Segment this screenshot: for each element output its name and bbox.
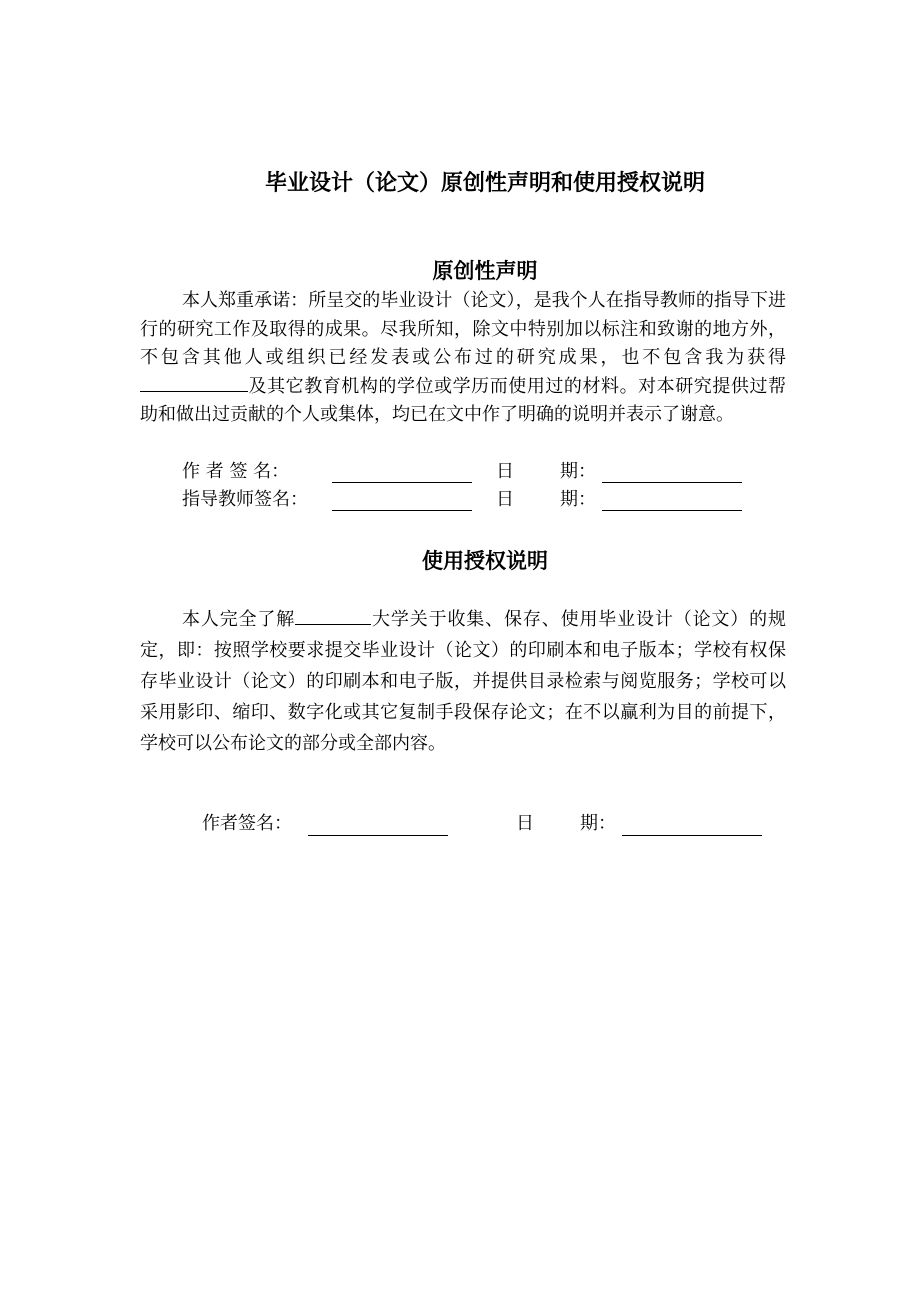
page-title: 毕业设计（论文）原创性声明和使用授权说明 [264, 171, 705, 196]
author-date-label-period: 期： [560, 461, 596, 482]
originality-text-part1: 本人郑重承诺：所呈交的毕业设计（论文），是我个人在指导教师的指导下进行的研究工作及取得的成果。尽我所知，除文中特别加以标注和致谢的地方外，不包含其他人或组织已经发表或公布过的研究成果，也不包含我为获得 [140, 290, 786, 368]
degree-blank [140, 373, 248, 392]
author-date-label-day: 日 [496, 461, 514, 482]
authorization-date-label-day: 日 [516, 813, 534, 834]
university-blank [295, 606, 371, 625]
authorization-sign-label: 作者签名： [202, 813, 292, 834]
supervisor-sign-label: 指导教师签名： [182, 489, 308, 510]
supervisor-signature-row [182, 486, 762, 514]
supervisor-date-label-day: 日 [496, 489, 514, 510]
authorization-date-line[interactable] [622, 835, 762, 836]
author-sign-label: 作 者 签 名： [182, 461, 290, 482]
authorization-heading: 使用授权说明 [422, 549, 548, 573]
authorization-text-part2: 大学关于收集、保存、使用毕业设计（论文）的规定，即：按照学校要求提交毕业设计（论文）的印刷本和电子版本；学校有权保存毕业设计（论文）的印刷本和电子版，并提供目录检索与阅览服务；学校可以采用影印、缩印、数字化或其它复制手段保存论文；在不以赢利为目的前提下，学校可以公布论文的部分或全部内容。 [140, 609, 787, 754]
originality-statement [140, 287, 786, 430]
authorization-signature-line[interactable] [308, 835, 448, 836]
authorization-statement [140, 604, 786, 759]
authorization-text-part1: 本人完全了解 [182, 609, 296, 630]
author-signature-line[interactable] [332, 482, 472, 483]
supervisor-date-line[interactable] [602, 510, 742, 511]
author-signature-row [182, 458, 762, 486]
supervisor-date-label-period: 期： [560, 489, 596, 510]
author-date-line[interactable] [602, 482, 742, 483]
originality-heading: 原创性声明 [432, 259, 538, 283]
authorization-signature-row [202, 810, 772, 838]
supervisor-signature-line[interactable] [332, 510, 472, 511]
authorization-date-label-period: 期： [580, 813, 616, 834]
originality-text-part2: 及其它教育机构的学位或学历而使用过的材料。对本研究提供过帮助和做出过贡献的个人或集体，均已在文中作了明确的说明并表示了谢意。 [140, 375, 786, 425]
